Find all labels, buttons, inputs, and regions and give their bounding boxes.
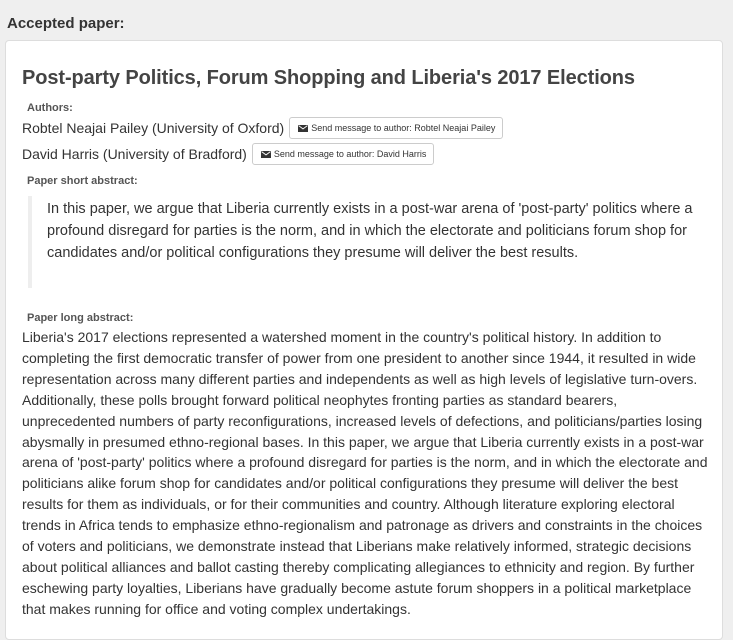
send-message-button[interactable]	[289, 117, 503, 139]
envelope-icon	[261, 151, 271, 158]
send-message-button-label: Send message to author: David Harris	[273, 149, 427, 159]
author-row	[22, 116, 722, 140]
long-abstract: Liberia's 2017 elections represented a watershed moment in the country's political history. In addition to completing the first democratic transfer of power from one president to another since 1944, it resulted in wide representation across many different parties and independents as well as high levels of legislative turn-overs. Additionally, these polls brought forward political neophytes fronting parties as standard bearers, unprecedented numbers of party reconfigurations, increased levels of defections, and politicians/parties losing abysmally in presumed ethno-regional bases. In this paper, we argue that Liberia currently exists in a post-war arena of 'post-party' politics where a profound disregard for parties is the norm, and in which the electorate and politicians alike forum shop for candidates and/or political configurations they presume will deliver the best results for them as individuals, or for their communities and country. Although literature exploring electoral trends in Africa tends to emphasize ethno-regionalism and patronage as drivers and constraints in the choices of voters and politicians, we demonstrate instead that Liberians make relatively informed, strategic decisions about political alliances and ballot casting thereby complicating allegiances to ethnicity and region. By further eschewing party loyalties, Liberians have gradually become astute forum shoppers in a political marketplace that makes running for office and voting complex undertakings.	[22, 329, 708, 617]
author-name: David Harris (University of Bradford)	[22, 146, 247, 162]
short-abstract: In this paper, we argue that Liberia currently exists in a post-war arena of 'post-party' politics where a profound disregard for parties is the norm, and in which the electorate and politicians forum shop for candidates and/or political configurations they presume will deliver the best results.	[28, 196, 704, 288]
paper-title: Post-party Politics, Forum Shopping and Liberia's 2017 Elections	[22, 67, 635, 89]
authors-label: Authors:	[27, 102, 73, 114]
envelope-icon	[298, 125, 308, 132]
section-heading: Accepted paper:	[7, 15, 125, 32]
author-row	[22, 142, 722, 166]
paper-panel	[5, 40, 723, 640]
send-message-button-label: Send message to author: Robtel Neajai Pailey	[311, 123, 496, 133]
send-message-button[interactable]	[252, 143, 435, 165]
long-abstract-label: Paper long abstract:	[27, 312, 134, 324]
author-name: Robtel Neajai Pailey (University of Oxford)	[22, 120, 285, 136]
short-abstract-label: Paper short abstract:	[27, 175, 138, 187]
